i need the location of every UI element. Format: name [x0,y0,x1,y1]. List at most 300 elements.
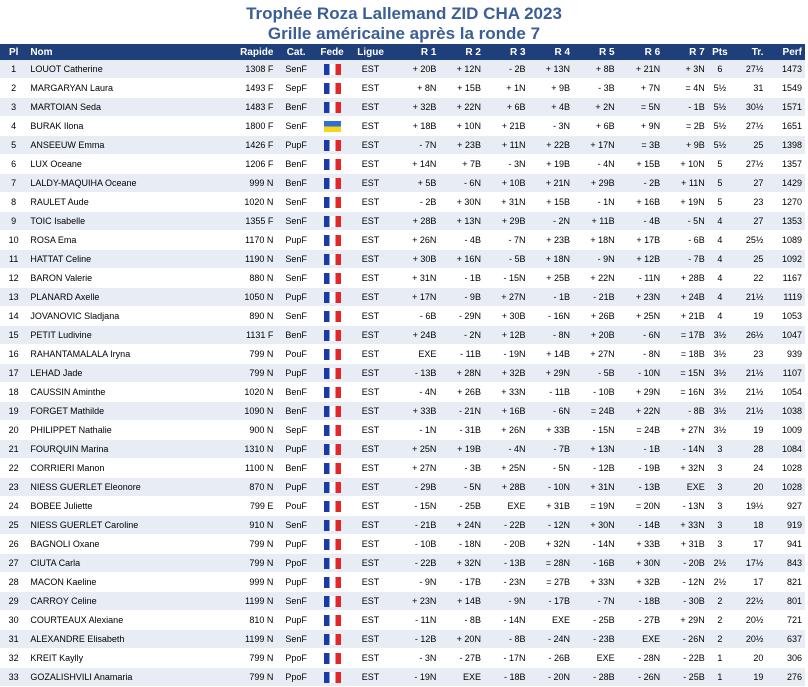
cell-rating: 1800 F [204,117,277,136]
cell-round-6: + 15B [618,155,664,174]
cell-rating: 799 N [204,535,277,554]
col-header-perf: Perf [766,44,805,60]
cell-round-1: - 9N [393,573,440,592]
cell-performance: 1651 [766,117,805,136]
cell-round-5: - 14N [573,535,618,554]
cell-name: GOZALISHVILI Anamaria [27,668,203,687]
cell-round-2: - 11B [439,345,484,364]
cell-round-3: - 13B [484,554,529,573]
cell-points: 3 [708,459,732,478]
france-flag-icon [324,406,341,417]
cell-round-2: + 16N [439,250,484,269]
cell-league: EST [348,60,393,79]
cell-round-2: - 17B [439,573,484,592]
cell-round-5: + 11B [573,212,618,231]
cell-performance: 821 [766,573,805,592]
cell-round-2: - 1B [439,269,484,288]
cell-place: 12 [0,269,27,288]
cell-round-4: - 17B [529,592,574,611]
cell-round-1: - 4N [393,383,440,402]
cell-round-5: + 8B [573,60,618,79]
table-row [0,155,805,174]
cell-category: PupF [276,573,315,592]
cell-rating: 1199 N [204,592,277,611]
cell-round-5: EXE [573,649,618,668]
cell-performance: 1092 [766,250,805,269]
cell-performance: 1571 [766,98,805,117]
cell-points: 3 [708,440,732,459]
cell-round-3: + 10B [484,174,529,193]
cell-round-3: - 9N [484,592,529,611]
cell-round-2: + 20N [439,630,484,649]
cell-round-5: - 4N [573,155,618,174]
cell-rating: 1310 N [204,440,277,459]
cell-place: 2 [0,79,27,98]
cell-round-1: - 7N [393,136,440,155]
cell-performance: 1009 [766,421,805,440]
cell-points: 2 [708,630,732,649]
table-row [0,345,805,364]
cell-round-6: + 16B [618,193,664,212]
cell-category: SenF [276,269,315,288]
table-row [0,516,805,535]
cell-round-5: - 1N [573,193,618,212]
cell-round-2: - 2N [439,326,484,345]
cell-rating: 1050 N [204,288,277,307]
france-flag-icon [324,254,341,265]
cell-federation [316,649,348,668]
cell-points: 1 [708,649,732,668]
cell-round-1: + 30B [393,250,440,269]
col-header-r4: R 4 [529,44,574,60]
cell-round-6: + 17B [618,231,664,250]
cell-round-3: + 6B [484,98,529,117]
cell-round-3: - 15N [484,269,529,288]
cell-round-7: = 15N [663,364,708,383]
cell-round-5: - 5B [573,364,618,383]
cell-rating: 810 N [204,611,277,630]
cell-federation [316,60,348,79]
cell-round-1: - 11N [393,611,440,630]
cell-round-7: - 6B [663,231,708,250]
cell-league: EST [348,326,393,345]
cell-round-7: - 12N [663,573,708,592]
cell-league: EST [348,231,393,250]
cell-place: 30 [0,611,27,630]
cell-tiebreak: 19 [732,307,766,326]
france-flag-icon [324,330,341,341]
cell-name: ANSEEUW Emma [27,136,203,155]
cell-tiebreak: 23 [732,345,766,364]
cell-round-2: + 30N [439,193,484,212]
cell-round-2: - 4B [439,231,484,250]
cell-place: 22 [0,459,27,478]
cell-round-1: + 23N [393,592,440,611]
cell-league: EST [348,174,393,193]
cell-place: 3 [0,98,27,117]
cell-performance: 1119 [766,288,805,307]
cell-points: 6 [708,60,732,79]
cell-federation [316,440,348,459]
cell-league: EST [348,136,393,155]
cell-league: EST [348,440,393,459]
cell-round-3: - 20B [484,535,529,554]
cell-round-1: + 18B [393,117,440,136]
cell-round-1: + 31N [393,269,440,288]
cell-federation [316,364,348,383]
cell-round-7: - 5N [663,212,708,231]
cell-category: BenF [276,459,315,478]
cell-round-2: + 19B [439,440,484,459]
cell-round-7: - 8B [663,402,708,421]
col-header-rapide: Rapide [204,44,277,60]
table-row [0,459,805,478]
cell-points: 5½ [708,117,732,136]
cell-name: ROSA Ema [27,231,203,250]
cell-round-1: - 21B [393,516,440,535]
table-row [0,611,805,630]
cell-round-1: - 29B [393,478,440,497]
cell-round-2: + 24N [439,516,484,535]
cell-tiebreak: 27 [732,174,766,193]
cell-performance: 1353 [766,212,805,231]
cell-category: SenF [276,307,315,326]
cell-rating: 799 N [204,649,277,668]
cell-round-4: - 1B [529,288,574,307]
cell-round-7: + 28B [663,269,708,288]
cell-round-6: + 25N [618,307,664,326]
table-row [0,402,805,421]
cell-performance: 1089 [766,231,805,250]
cell-league: EST [348,573,393,592]
cell-round-7: + 24B [663,288,708,307]
cell-league: EST [348,649,393,668]
cell-tiebreak: 23 [732,193,766,212]
cell-performance: 276 [766,668,805,687]
cell-tiebreak: 24 [732,459,766,478]
cell-performance: 1549 [766,79,805,98]
cell-league: EST [348,592,393,611]
cell-round-3: - 17N [484,649,529,668]
cell-round-5: - 15N [573,421,618,440]
cell-tiebreak: 25 [732,250,766,269]
cell-round-5: - 3B [573,79,618,98]
france-flag-icon [324,387,341,398]
france-flag-icon [324,349,341,360]
col-header-r6: R 6 [618,44,664,60]
cell-round-4: - 12N [529,516,574,535]
cell-name: ALEXANDRE Elisabeth [27,630,203,649]
cell-round-1: + 27N [393,459,440,478]
cell-performance: 801 [766,592,805,611]
cell-points: 3 [708,535,732,554]
cell-round-3: + 26N [484,421,529,440]
col-header-pts: Pts [708,44,732,60]
standings-table [0,44,805,687]
cell-name: PETIT Ludivine [27,326,203,345]
cell-points: 5½ [708,98,732,117]
cell-name: RAHANTAMALALA Iryna [27,345,203,364]
cell-round-1: - 6B [393,307,440,326]
cell-round-2: + 7B [439,155,484,174]
cell-round-6: + 29N [618,383,664,402]
cell-round-5: - 16B [573,554,618,573]
cell-federation [316,155,348,174]
table-row [0,364,805,383]
cell-federation [316,421,348,440]
france-flag-icon [324,216,341,227]
cell-performance: 1084 [766,440,805,459]
cell-round-7: - 30B [663,592,708,611]
cell-points: 2½ [708,554,732,573]
cell-round-4: + 23B [529,231,574,250]
cell-name: LUX Oceane [27,155,203,174]
cell-rating: 1090 N [204,402,277,421]
cell-round-4: - 2N [529,212,574,231]
cell-points: 3½ [708,421,732,440]
cell-league: EST [348,345,393,364]
cell-tiebreak: 19½ [732,497,766,516]
cell-round-7: - 14N [663,440,708,459]
cell-round-1: - 1N [393,421,440,440]
cell-federation [316,98,348,117]
france-flag-icon [324,178,341,189]
cell-round-6: = 5N [618,98,664,117]
cell-round-4: + 19B [529,155,574,174]
cell-round-2: + 22N [439,98,484,117]
cell-category: BenF [276,326,315,345]
cell-round-3: + 12B [484,326,529,345]
cell-points: 5½ [708,136,732,155]
cell-place: 33 [0,668,27,687]
cell-round-2: - 8B [439,611,484,630]
cell-points: 3 [708,478,732,497]
cell-round-7: + 9B [663,136,708,155]
cell-performance: 1270 [766,193,805,212]
cell-federation [316,554,348,573]
cell-round-1: + 14N [393,155,440,174]
cell-round-7: = 17B [663,326,708,345]
cell-rating: 900 N [204,421,277,440]
tournament-title: Trophée Roza Lallemand ZID CHA 2023 [246,4,562,23]
cell-name: COURTEAUX Alexiane [27,611,203,630]
cell-round-2: + 14B [439,592,484,611]
cell-points: 4 [708,250,732,269]
cell-name: BURAK Ilona [27,117,203,136]
table-row [0,668,805,687]
cell-performance: 941 [766,535,805,554]
cell-round-7: + 10N [663,155,708,174]
cell-tiebreak: 18 [732,516,766,535]
cell-tiebreak: 20 [732,649,766,668]
cell-federation [316,212,348,231]
cell-round-6: - 8N [618,345,664,364]
cell-round-5: = 19N [573,497,618,516]
cell-round-4: + 4B [529,98,574,117]
cell-name: NIESS GUERLET Caroline [27,516,203,535]
col-header-r2: R 2 [439,44,484,60]
cell-round-1: + 28B [393,212,440,231]
cell-points: 5 [708,155,732,174]
table-row [0,269,805,288]
cell-round-4: - 7B [529,440,574,459]
cell-round-5: + 26B [573,307,618,326]
cell-points: 5½ [708,79,732,98]
cell-category: SenF [276,193,315,212]
cell-round-3: - 4N [484,440,529,459]
cell-league: EST [348,98,393,117]
cell-round-5: + 2N [573,98,618,117]
cell-rating: 1206 F [204,155,277,174]
france-flag-icon [324,140,341,151]
cell-performance: 1357 [766,155,805,174]
cell-federation [316,326,348,345]
cell-performance: 637 [766,630,805,649]
cell-tiebreak: 22 [732,269,766,288]
france-flag-icon [324,672,341,683]
cell-tiebreak: 26½ [732,326,766,345]
cell-league: EST [348,117,393,136]
cell-name: PLANARD Axelle [27,288,203,307]
cell-round-2: + 10N [439,117,484,136]
cell-place: 23 [0,478,27,497]
cell-round-5: + 33N [573,573,618,592]
cell-federation [316,117,348,136]
france-flag-icon [324,577,341,588]
france-flag-icon [324,83,341,94]
cell-points: 5 [708,174,732,193]
cell-league: EST [348,402,393,421]
cell-points: 2 [708,611,732,630]
cell-points: 3½ [708,364,732,383]
table-row [0,554,805,573]
cell-round-6: = 20N [618,497,664,516]
cell-round-2: EXE [439,668,484,687]
cell-performance: 1473 [766,60,805,79]
table-row [0,383,805,402]
cell-rating: 999 N [204,174,277,193]
cell-place: 32 [0,649,27,668]
france-flag-icon [324,235,341,246]
table-row [0,497,805,516]
table-row [0,60,805,79]
cell-round-1: - 22B [393,554,440,573]
cell-category: PupF [276,288,315,307]
cell-round-2: - 25B [439,497,484,516]
cell-category: PpoF [276,668,315,687]
cell-category: BenF [276,383,315,402]
cell-round-7: + 32N [663,459,708,478]
cell-league: EST [348,79,393,98]
cell-name: NIESS GUERLET Eleonore [27,478,203,497]
cell-round-3: - 3N [484,155,529,174]
cell-round-4: - 11B [529,383,574,402]
table-row [0,478,805,497]
cell-round-7: = 16N [663,383,708,402]
cell-round-5: - 7N [573,592,618,611]
cell-round-2: + 32N [439,554,484,573]
cell-round-2: + 15B [439,79,484,98]
france-flag-icon [324,368,341,379]
cell-points: 3½ [708,326,732,345]
cell-place: 18 [0,383,27,402]
cell-round-5: - 10B [573,383,618,402]
cell-round-6: + 21N [618,60,664,79]
cell-federation [316,193,348,212]
cell-round-4: + 9B [529,79,574,98]
cell-league: EST [348,212,393,231]
cell-name: MARGARYAN Laura [27,79,203,98]
cell-round-1: + 8N [393,79,440,98]
cell-round-6: EXE [618,630,664,649]
cell-rating: 999 N [204,573,277,592]
cell-round-4: + 25B [529,269,574,288]
cell-place: 29 [0,592,27,611]
cell-round-3: - 2B [484,60,529,79]
cell-rating: 1426 F [204,136,277,155]
cell-round-1: - 19N [393,668,440,687]
cell-round-6: + 22N [618,402,664,421]
col-header-pl: Pl [0,44,27,60]
cell-place: 16 [0,345,27,364]
cell-round-6: + 9N [618,117,664,136]
cell-place: 25 [0,516,27,535]
cell-round-5: + 30N [573,516,618,535]
cell-round-3: + 25N [484,459,529,478]
cell-name: LOUOT Catherine [27,60,203,79]
cell-rating: 880 N [204,269,277,288]
cell-category: SenF [276,592,315,611]
cell-category: PupF [276,231,315,250]
cell-round-6: - 4B [618,212,664,231]
cell-round-2: - 18N [439,535,484,554]
cell-points: 4 [708,269,732,288]
cell-league: EST [348,307,393,326]
cell-round-6: + 12B [618,250,664,269]
cell-round-4: + 29N [529,364,574,383]
cell-round-5: + 20B [573,326,618,345]
cell-round-7: = 2B [663,117,708,136]
cell-round-3: + 1N [484,79,529,98]
cell-name: MACON Kaeline [27,573,203,592]
cell-round-5: - 23B [573,630,618,649]
cell-round-7: - 7B [663,250,708,269]
cell-league: EST [348,516,393,535]
cell-federation [316,497,348,516]
cell-performance: 1429 [766,174,805,193]
cell-round-5: + 17N [573,136,618,155]
col-header-r3: R 3 [484,44,529,60]
cell-performance: 843 [766,554,805,573]
table-row [0,231,805,250]
cell-place: 14 [0,307,27,326]
cell-points: 4 [708,212,732,231]
cell-tiebreak: 28 [732,440,766,459]
cell-tiebreak: 20½ [732,630,766,649]
cell-round-6: - 18B [618,592,664,611]
cell-federation [316,307,348,326]
cell-performance: 1167 [766,269,805,288]
cell-round-4: + 33B [529,421,574,440]
cell-points: 3½ [708,345,732,364]
cell-category: PpoF [276,649,315,668]
cell-federation [316,136,348,155]
cell-category: BenF [276,174,315,193]
cell-round-4: + 14B [529,345,574,364]
table-row [0,212,805,231]
cell-points: 3½ [708,402,732,421]
cell-round-4: - 16N [529,307,574,326]
